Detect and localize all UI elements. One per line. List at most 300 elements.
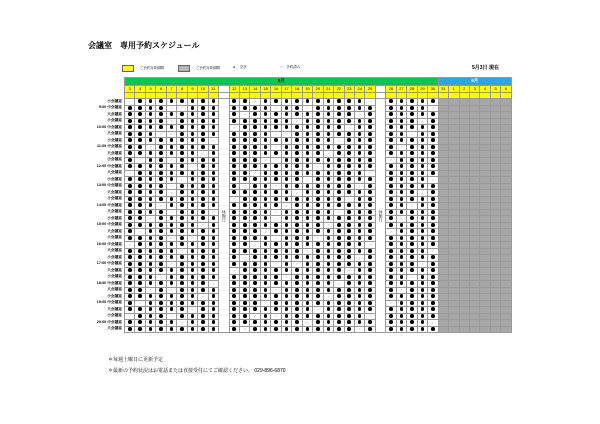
day-cell: 8 [177,86,187,93]
booked-mark: ｰ [264,158,267,162]
available-dot-icon [253,229,257,233]
available-dot-icon [128,210,132,214]
available-dot-icon [410,229,414,233]
day-cell: 19 [302,86,312,93]
day-cell: 26 [386,86,396,93]
available-dot-icon [191,288,195,292]
booked-mark: ｰ [275,106,277,110]
available-dot-icon [201,236,205,240]
legend-selected-label: ：ご予約対象期間 [136,66,164,70]
slot-cell[interactable] [166,326,176,333]
available-dot-icon [368,138,372,142]
available-dot-icon [400,177,404,181]
booked-mark: ｰ [254,99,257,104]
available-dot-icon [327,262,331,266]
available-dot-icon [149,275,153,279]
available-dot-icon [358,210,362,214]
booked-mark: ｰ [348,125,351,130]
available-dot-icon [285,177,289,181]
available-dot-icon [232,138,236,142]
available-dot-icon [347,203,351,207]
available-dot-icon [327,158,331,162]
available-dot-icon [327,210,331,214]
day-cell: 11 [208,86,218,93]
available-dot-icon [368,275,372,279]
available-dot-icon [159,184,163,188]
available-dot-icon [138,255,142,259]
available-dot-icon [327,320,331,324]
available-dot-icon [295,320,299,324]
available-dot-icon [410,320,414,324]
time-label: 10:00 [96,124,107,129]
available-dot-icon [421,281,425,285]
available-dot-icon [128,268,132,272]
available-dot-icon [253,112,257,116]
available-dot-icon [232,307,236,311]
available-dot-icon [138,106,142,110]
booked-mark: ｰ [191,164,194,169]
available-dot-icon [128,262,132,266]
available-dot-icon [410,216,414,220]
room-label: 中会議室 [107,124,122,129]
slot-row [82,326,512,333]
available-dot-icon [149,138,153,142]
available-dot-icon [138,184,142,188]
available-dot-icon [180,294,184,298]
available-dot-icon [243,197,247,201]
available-dot-icon [421,151,425,155]
available-dot-icon [264,171,268,175]
available-dot-icon [410,151,414,155]
available-dot-icon [212,164,216,168]
available-dot-icon [421,294,425,298]
available-dot-icon [421,320,425,324]
time-label: 13:00 [96,183,107,188]
slot-cell[interactable] [177,326,187,333]
available-dot-icon [264,242,268,246]
available-dot-icon [306,112,310,116]
available-dot-icon [149,177,153,181]
booked-mark: ｰ [421,190,424,195]
available-dot-icon [128,138,132,142]
available-dot-icon [400,138,404,142]
available-dot-icon [295,184,299,188]
day-cell: 27 [396,86,406,93]
available-dot-icon [274,112,278,116]
available-dot-icon [170,294,174,298]
available-dot-icon [285,106,289,110]
available-dot-icon [410,177,414,181]
available-dot-icon [149,255,153,259]
available-dot-icon [327,184,331,188]
available-dot-icon [410,294,414,298]
available-dot-icon [232,164,236,168]
available-dot-icon [191,320,195,324]
available-dot-icon [264,268,268,272]
available-dot-icon [159,125,163,129]
available-dot-icon [232,184,236,188]
available-dot-icon [232,171,236,175]
available-dot-icon [337,301,341,305]
booked-mark: ｰ [243,184,246,188]
closed-day-label: 休館日 [375,99,385,333]
available-dot-icon [347,229,351,233]
available-dot-icon [400,158,404,162]
legend-selected [122,65,164,72]
booked-mark: ｰ [160,132,162,136]
slot-cell[interactable] [281,326,291,333]
available-dot-icon [316,197,320,201]
slot-cell[interactable] [125,326,135,333]
available-dot-icon [368,158,372,162]
available-dot-icon [285,164,289,168]
available-dot-icon [431,138,435,142]
available-dot-icon [368,112,372,116]
slot-cell[interactable] [354,326,364,333]
available-dot-icon [285,255,289,259]
available-dot-icon [191,314,195,318]
available-dot-icon [201,288,205,292]
booked-mark: ｰ [285,203,288,208]
available-dot-icon [337,223,341,227]
available-dot-icon [253,158,257,162]
slot-cell[interactable] [292,326,302,333]
available-dot-icon [400,125,404,129]
available-dot-icon [295,210,299,214]
available-dot-icon [431,184,435,188]
room-label: 中会議室 [107,222,122,227]
available-dot-icon [191,216,195,220]
available-dot-icon [138,288,142,292]
available-dot-icon [212,320,216,324]
available-dot-icon [285,288,289,292]
room-label: 小会議室 [107,137,122,142]
available-dot-icon [149,236,153,240]
time-label: 9:00 [98,105,107,110]
available-dot-icon [327,216,331,220]
available-dot-icon [327,177,331,181]
available-dot-icon [232,281,236,285]
room-label: 中会議室 [107,300,122,305]
available-dot-icon [337,132,341,136]
available-dot-icon [337,327,341,331]
available-dot-icon [410,307,414,311]
available-dot-icon [431,132,435,136]
available-dot-icon [295,203,299,207]
available-dot-icon [347,164,351,168]
booked-mark: ｰ [285,132,288,136]
available-dot-icon [337,145,341,149]
available-dot-icon [159,216,163,220]
available-dot-icon [421,138,425,142]
available-dot-icon [316,184,320,188]
available-dot-icon [212,301,216,305]
available-dot-icon [400,301,404,305]
available-dot-icon [159,320,163,324]
available-dot-icon [191,145,195,149]
available-dot-icon [327,171,331,175]
available-dot-icon [347,288,351,292]
available-dot-icon [368,262,372,266]
available-dot-icon [400,99,404,103]
available-dot-icon [201,249,205,253]
available-dot-icon [201,242,205,246]
booked-mark: ｰ [149,288,152,292]
available-dot-icon [368,301,372,305]
booked-mark: ｰ [431,106,434,110]
available-dot-icon [128,119,132,123]
available-dot-icon [149,314,153,318]
available-dot-icon [243,119,247,123]
available-dot-icon [368,223,372,227]
available-dot-icon [400,275,404,279]
slot-cell[interactable] [428,326,438,333]
booked-mark: ｰ [128,99,131,104]
available-dot-icon [295,242,299,246]
available-dot-icon [212,294,216,298]
available-dot-icon [431,197,435,201]
available-dot-icon [306,164,310,168]
booked-mark: ｰ [275,184,277,188]
available-dot-icon [306,119,310,123]
available-dot-icon [264,249,268,253]
available-dot-icon [138,281,142,285]
available-dot-icon [191,262,195,266]
available-dot-icon [410,301,414,305]
available-dot-icon [253,288,257,292]
booked-mark: ｰ [358,327,361,331]
slot-cell[interactable] [417,326,427,333]
available-dot-icon [285,307,289,311]
available-dot-icon [212,158,216,162]
day-cell: 1 [449,86,459,93]
available-dot-icon [410,242,414,246]
available-dot-icon [170,203,174,207]
room-label: 大会議室 [107,111,122,116]
available-dot-icon [389,249,393,253]
available-dot-icon [431,119,435,123]
booked-mark: ｰ [202,294,204,299]
available-dot-icon [295,301,299,305]
available-dot-icon [212,229,216,233]
day-cell: 13 [239,86,249,93]
slot-cell[interactable] [208,326,218,333]
available-dot-icon [243,236,247,240]
available-dot-icon [306,327,310,331]
available-dot-icon [159,106,163,110]
slot-cell[interactable] [365,326,375,333]
slot-cell[interactable] [156,326,166,333]
booked-mark: ｰ [170,106,173,110]
available-dot-icon [327,307,331,311]
available-dot-icon [389,171,393,175]
month-june: 6月 [438,78,511,86]
slot-cell[interactable] [135,326,145,333]
available-dot-icon [159,112,163,116]
slot-cell[interactable] [145,326,155,333]
available-dot-icon [274,229,278,233]
available-dot-icon [201,190,205,194]
available-dot-icon [159,288,163,292]
available-dot-icon [337,177,341,181]
month-may: 5月 [125,78,439,86]
available-dot-icon [421,99,425,103]
booked-mark: ｰ [128,242,131,247]
available-dot-icon [159,223,163,227]
available-dot-icon [274,268,278,272]
available-dot-icon [191,197,195,201]
available-dot-icon [264,190,268,194]
room-label: 小会議室 [107,196,122,201]
available-dot-icon [149,249,153,253]
booked-mark: ｰ [431,249,434,253]
slot-cell[interactable] [271,326,281,333]
available-dot-icon [306,294,310,298]
legend-outside [178,65,220,72]
available-dot-icon [389,281,393,285]
slot-cell[interactable] [396,326,406,333]
available-dot-icon [232,236,236,240]
slot-cell[interactable] [302,326,312,333]
available-dot-icon [327,132,331,136]
available-dot-icon [368,164,372,168]
slot-cell[interactable] [386,326,396,333]
available-dot-icon [253,145,257,149]
slot-cell[interactable] [239,326,249,333]
slot-cell[interactable] [323,326,333,333]
slot-cell[interactable] [229,326,239,333]
available-dot-icon [400,294,404,298]
booked-mark: ｰ [421,262,424,266]
available-dot-icon [212,327,216,331]
available-dot-icon [232,294,236,298]
available-dot-icon [347,210,351,214]
slot-cell[interactable] [250,326,260,333]
available-dot-icon [170,242,174,246]
booked-mark: ｰ [170,119,173,123]
available-dot-icon [389,119,393,123]
as-of-date: 5月3日 現在 [472,65,499,71]
available-dot-icon [295,125,299,129]
available-dot-icon [180,236,184,240]
available-dot-icon [295,281,299,285]
available-dot-icon [285,197,289,201]
day-cell: 21 [323,86,333,93]
available-dot-icon [431,236,435,240]
available-dot-icon [285,190,289,194]
available-dot-icon [400,242,404,246]
available-dot-icon [253,249,257,253]
available-dot-icon [232,301,236,305]
room-label: 中会議室 [107,241,122,246]
slot-cell[interactable] [407,326,417,333]
available-dot-icon [243,190,247,194]
available-dot-icon [180,281,184,285]
available-dot-icon [410,119,414,123]
available-dot-icon [180,164,184,168]
booked-mark: ｰ [285,275,288,279]
available-dot-icon [149,132,153,136]
available-dot-icon [421,242,425,246]
available-dot-icon [232,242,236,246]
legend-available [233,65,247,70]
available-dot-icon [358,314,362,318]
available-dot-icon [212,314,216,318]
available-dot-icon [201,197,205,201]
available-dot-icon [138,138,142,142]
available-dot-icon [306,314,310,318]
available-dot-icon [295,99,299,103]
slot-cell[interactable] [313,326,323,333]
available-dot-icon [368,236,372,240]
available-dot-icon [431,255,435,259]
room-label: 中会議室 [107,202,122,207]
available-dot-icon [128,301,132,305]
available-dot-icon [295,197,299,201]
available-dot-icon [170,171,174,175]
available-dot-icon [316,223,320,227]
available-dot-icon [149,112,153,116]
available-dot-icon [201,112,205,116]
available-dot-icon [358,268,362,272]
available-dot-icon [400,236,404,240]
booked-mark: ｰ [233,197,236,201]
available-dot-icon [421,184,425,188]
slot-cell[interactable] [334,326,344,333]
day-cell: 22 [334,86,344,93]
available-dot-icon [347,177,351,181]
available-dot-icon [274,223,278,227]
day-cell: 2 [459,86,469,93]
available-dot-icon [138,320,142,324]
available-dot-icon [368,268,372,272]
available-dot-icon [327,119,331,123]
available-dot-icon [316,151,320,155]
available-dot-icon [431,145,435,149]
available-dot-icon [295,223,299,227]
booked-mark: ｰ [254,171,257,175]
available-dot-icon [159,314,163,318]
available-dot-icon [170,255,174,259]
slot-cell[interactable] [187,326,197,333]
day-cell: 5 [490,86,500,93]
unavailable-cell [469,326,479,333]
available-dot-icon [191,275,195,279]
available-dot-icon [264,281,268,285]
available-dot-icon [201,314,205,318]
available-dot-icon [431,314,435,318]
slot-cell[interactable] [198,326,208,333]
available-dot-icon [191,132,195,136]
available-dot-icon [159,145,163,149]
available-dot-icon [212,171,216,175]
available-dot-icon [159,197,163,201]
available-dot-icon [337,119,341,123]
available-dot-icon [347,275,351,279]
available-dot-icon [243,138,247,142]
available-dot-icon [170,99,174,103]
available-dot-icon [191,99,195,103]
available-dot-icon [243,249,247,253]
available-dot-icon [327,164,331,168]
slot-cell[interactable] [344,326,354,333]
available-dot-icon [149,242,153,246]
available-dot-icon [316,99,320,103]
available-dot-icon [149,281,153,285]
available-dot-icon [274,307,278,311]
available-dot-icon [389,106,393,110]
slot-cell[interactable] [260,326,270,333]
